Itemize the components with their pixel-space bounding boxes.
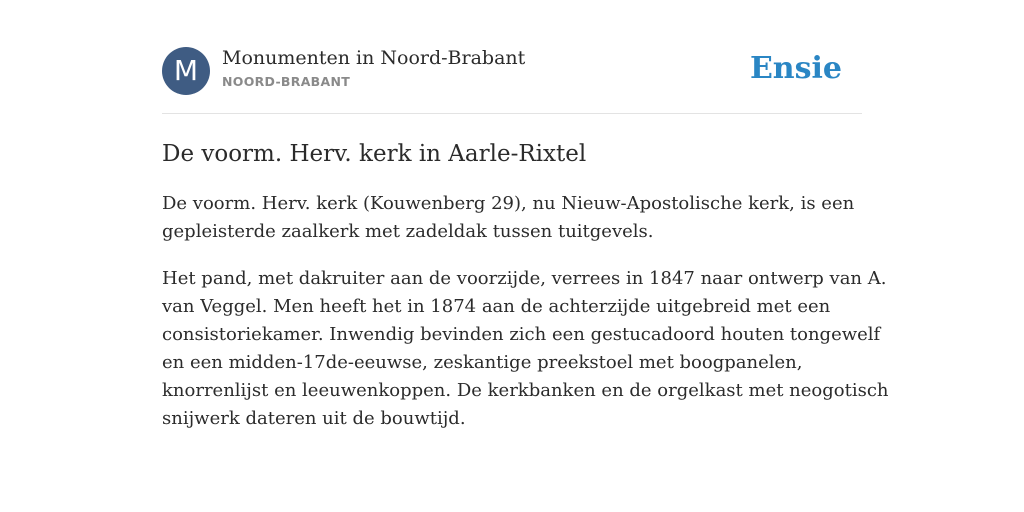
source-header (162, 0, 862, 114)
paragraph-line: Het pand, met dakruiter aan de voorzijde, verrees in 1847 naar ontwerp van A. (162, 268, 887, 289)
source-subtitle[interactable]: NOORD-BRABANT (222, 74, 351, 89)
paragraph-line: gepleisterde zaalkerk met zadeldak tussen tuitgevels. (162, 221, 654, 242)
article-body (162, 190, 889, 452)
paragraph-line: knorrenlijst en leeuwenkoppen. De kerkbanken en de orgelkast met neogotisch (162, 380, 889, 401)
avatar[interactable]: M (162, 47, 210, 95)
source-title[interactable]: Monumenten in Noord-Brabant (222, 47, 526, 69)
paragraph-line: De voorm. Herv. kerk (Kouwenberg 29), nu Nieuw-Apostolische kerk, is een (162, 193, 855, 214)
paragraph-line: consistoriekamer. Inwendig bevinden zich een gestucadoord houten tongewelf (162, 324, 881, 345)
paragraph (162, 190, 862, 246)
paragraph (162, 265, 889, 433)
article-title: De voorm. Herv. kerk in Aarle-Rixtel (162, 141, 587, 167)
paragraph-line: van Veggel. Men heeft het in 1874 aan de achterzijde uitgebreid met een (162, 296, 831, 317)
page (162, 0, 889, 429)
brand-logo[interactable]: Ensie (749, 51, 842, 86)
paragraph-line: snijwerk dateren uit de bouwtijd. (162, 408, 466, 429)
paragraph-line: en een midden-17de-eeuwse, zeskantige preekstoel met boogpanelen, (162, 352, 803, 373)
